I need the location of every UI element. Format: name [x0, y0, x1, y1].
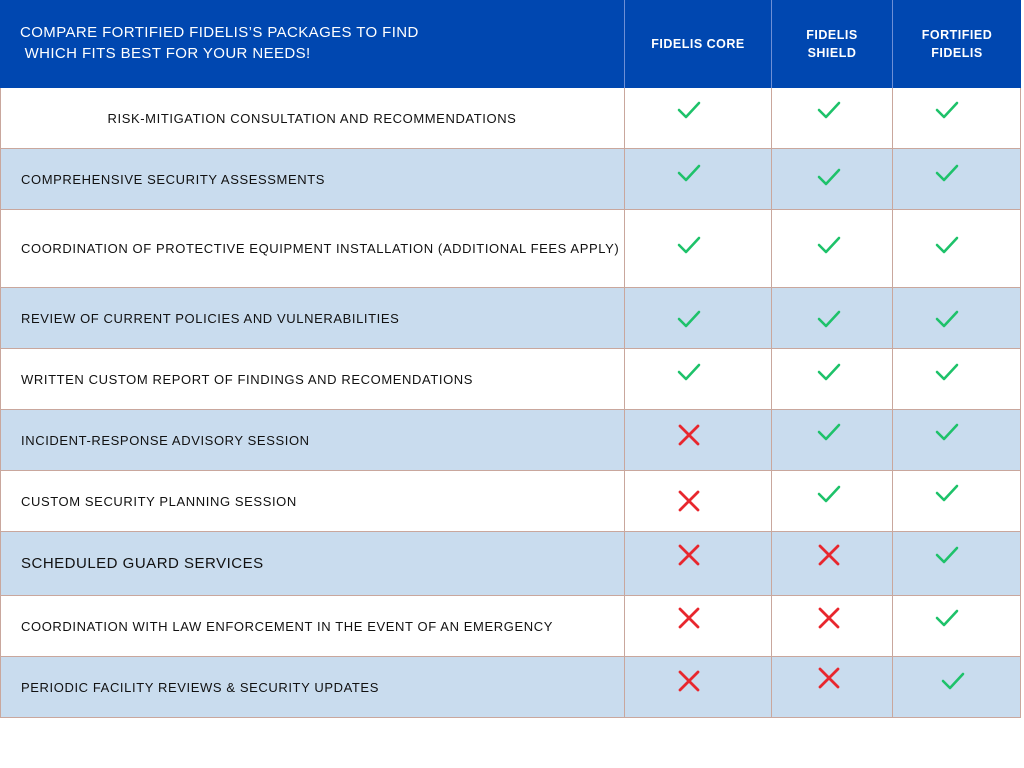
feature-label: PERIODIC FACILITY REVIEWS & SECURITY UPDATES [21, 679, 379, 695]
check-icon [675, 305, 703, 333]
check-icon [675, 358, 703, 386]
column-fidelis-shield: FIDELIS SHIELD [806, 28, 858, 60]
check-icon [815, 418, 843, 446]
column-fidelis-core: FIDELIS CORE [651, 37, 745, 51]
table-row [0, 471, 1021, 532]
cross-icon [675, 541, 703, 569]
column-divider [892, 471, 893, 531]
column-divider [892, 410, 893, 470]
feature-label: REVIEW OF CURRENT POLICIES AND VULNERABILITIES [21, 310, 400, 326]
check-icon [675, 231, 703, 259]
column-divider [624, 410, 625, 470]
table-row [0, 210, 1021, 288]
column-divider [892, 349, 893, 409]
column-divider [892, 210, 893, 287]
table-row [0, 596, 1021, 657]
table-row [0, 657, 1021, 718]
column-divider [892, 288, 893, 348]
cross-icon [815, 664, 843, 692]
column-divider [624, 349, 625, 409]
check-icon [933, 96, 961, 124]
column-divider [624, 88, 625, 148]
column-divider [892, 596, 893, 656]
cross-icon [675, 604, 703, 632]
check-icon [675, 159, 703, 187]
column-divider [624, 532, 625, 595]
column-divider [771, 88, 772, 148]
check-icon [933, 479, 961, 507]
column-divider [624, 288, 625, 348]
column-divider [624, 657, 625, 717]
table-row [0, 88, 1021, 149]
header-divider [892, 0, 893, 88]
feature-label: COORDINATION OF PROTECTIVE EQUIPMENT INSTALLATION (ADDITIONAL FEES APPLY) [21, 241, 620, 256]
check-icon [815, 163, 843, 191]
feature-label: COMPREHENSIVE SECURITY ASSESSMENTS [21, 171, 326, 187]
column-divider [771, 657, 772, 717]
check-icon [933, 305, 961, 333]
feature-label: INCIDENT-RESPONSE ADVISORY SESSION [21, 432, 310, 448]
column-divider [624, 471, 625, 531]
check-icon [933, 604, 961, 632]
header-title-cell [0, 0, 624, 88]
cross-icon [675, 667, 703, 695]
column-divider [892, 149, 893, 209]
column-divider [771, 349, 772, 409]
check-icon [933, 541, 961, 569]
column-divider [624, 149, 625, 209]
check-icon [933, 418, 961, 446]
check-icon [933, 358, 961, 386]
header-divider [624, 0, 625, 88]
table-row [0, 149, 1021, 210]
column-divider [892, 657, 893, 717]
check-icon [933, 231, 961, 259]
table-title: COMPARE FORTIFIED FIDELIS’S PACKAGES TO FIND WHICH FITS BEST FOR YOUR NEEDS! [20, 24, 419, 62]
cross-icon [675, 487, 703, 515]
column-divider [771, 596, 772, 656]
check-icon [815, 305, 843, 333]
column-divider [624, 210, 625, 287]
table-row [0, 410, 1021, 471]
feature-label: RISK-MITIGATION CONSULTATION AND RECOMMENDATIONS [107, 110, 517, 126]
cross-icon [675, 421, 703, 449]
column-divider [771, 471, 772, 531]
column-divider [771, 288, 772, 348]
feature-label: SCHEDULED GUARD SERVICES [21, 555, 264, 572]
column-divider [624, 596, 625, 656]
cross-icon [815, 541, 843, 569]
check-icon [815, 358, 843, 386]
column-divider [892, 88, 893, 148]
column-divider [771, 532, 772, 595]
feature-label: CUSTOM SECURITY PLANNING SESSION [21, 493, 297, 509]
table-row [0, 288, 1021, 349]
check-icon [933, 159, 961, 187]
column-fortified-fidelis: FORTIFIED FIDELIS [921, 28, 993, 60]
header-divider [771, 0, 772, 88]
cross-icon [815, 604, 843, 632]
column-divider [892, 532, 893, 595]
table-row [0, 349, 1021, 410]
check-icon [939, 667, 967, 695]
check-icon [815, 231, 843, 259]
column-divider [771, 410, 772, 470]
check-icon [815, 480, 843, 508]
table-header [0, 0, 1021, 88]
check-icon [675, 96, 703, 124]
feature-label: COORDINATION WITH LAW ENFORCEMENT IN THE EVENT OF AN EMERGENCY [21, 618, 553, 634]
column-divider [771, 210, 772, 287]
table-row [0, 532, 1021, 596]
column-divider [771, 149, 772, 209]
feature-label: WRITTEN CUSTOM REPORT OF FINDINGS AND RECOMENDATIONS [21, 371, 474, 387]
check-icon [815, 96, 843, 124]
